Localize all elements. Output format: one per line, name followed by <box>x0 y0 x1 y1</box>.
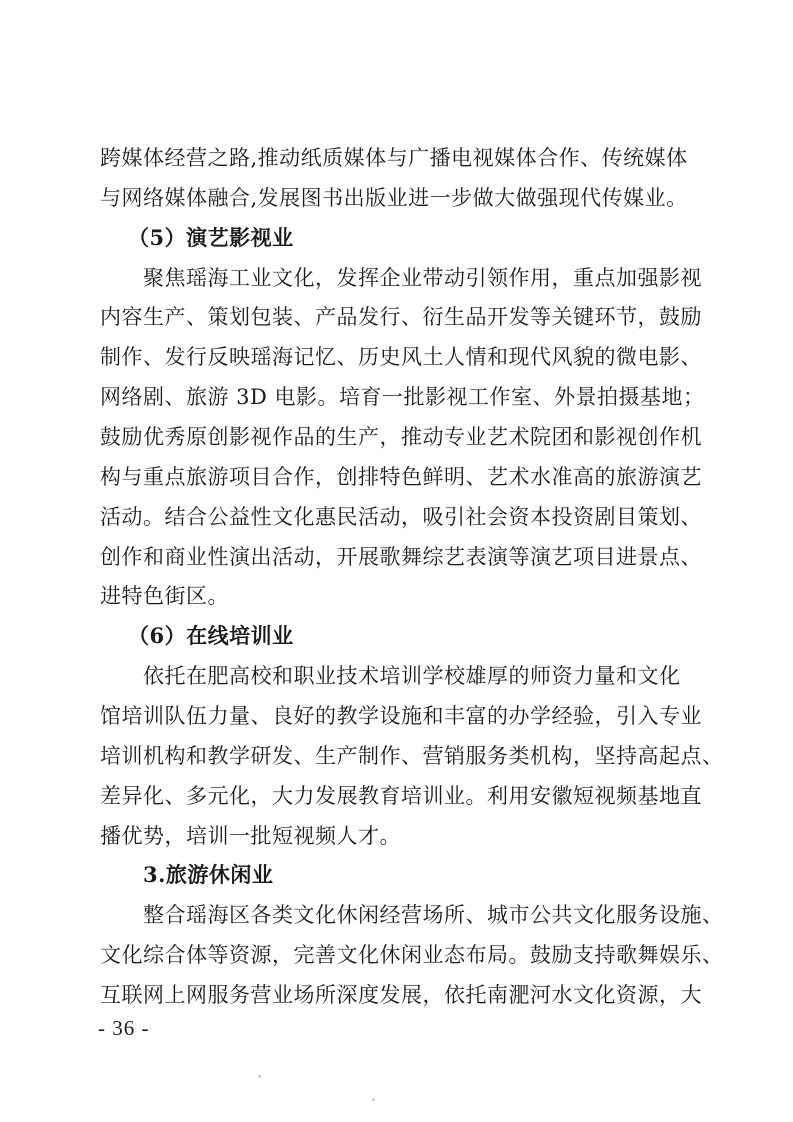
paragraph-first-line: 整合瑶海区各类文化休闲经营场所、城市公共文化服务设施、 <box>143 903 724 927</box>
body-line: 创作和商业性演出活动，开展歌舞综艺表演等演艺项目进景点、 <box>100 545 702 569</box>
body-line: 差异化、多元化，大力发展教育培训业。利用安徽短视频基地直 <box>100 784 702 808</box>
body-line: 播优势，培训一批短视频人才。 <box>100 824 401 848</box>
body-line: 跨媒体经营之路,推动纸质媒体与广播电视媒体合作、传统媒体 <box>100 146 688 170</box>
body-line: 鼓励优秀原创影视作品的生产，推动专业艺术院团和影视创作机 <box>100 425 702 449</box>
body-line: 与网络媒体融合,发展图书出版业进一步做大做强现代传媒业。 <box>100 186 688 210</box>
paragraph-first-line: 依托在肥高校和职业技术培训学校雄厚的师资力量和文化 <box>143 664 681 688</box>
body-line: 构与重点旅游项目合作，创排特色鲜明、艺术水准高的旅游演艺 <box>100 465 702 489</box>
body-line: 文化综合体等资源，完善文化休闲业态布局。鼓励支持歌舞娱乐、 <box>100 943 724 967</box>
section-heading-performing-arts: （5）演艺影视业 <box>128 225 294 250</box>
body-line: 网络剧、旅游 3D 电影。培育一批影视工作室、外景拍摄基地； <box>100 385 705 409</box>
section-heading-tourism-leisure: 3.旅游休闲业 <box>143 862 274 887</box>
body-line: 培训机构和教学研发、生产制作、营销服务类机构，坚持高起点、 <box>100 744 724 768</box>
body-line: 制作、发行反映瑶海记忆、历史风土人情和现代风貌的微电影、 <box>100 345 702 369</box>
body-line: 活动。结合公益性文化惠民活动，吸引社会资本投资剧目策划、 <box>100 505 702 529</box>
scan-speck <box>258 1075 261 1078</box>
body-line: 进特色街区。 <box>100 584 229 608</box>
body-line: 内容生产、策划包装、产品发行、衍生品开发等关键环节，鼓励 <box>100 305 702 329</box>
page-number: - 36 - <box>98 1016 150 1040</box>
section-heading-online-training: （6）在线培训业 <box>128 623 294 648</box>
paragraph-first-line: 聚焦瑶海工业文化，发挥企业带动引领作用，重点加强影视 <box>143 266 702 290</box>
body-line: 馆培训队伍力量、良好的教学设施和丰富的办学经验，引入专业 <box>100 704 702 728</box>
body-line: 互联网上网服务营业场所深度发展，依托南淝河水文化资源，大 <box>100 983 702 1007</box>
scan-speck <box>372 1098 375 1101</box>
